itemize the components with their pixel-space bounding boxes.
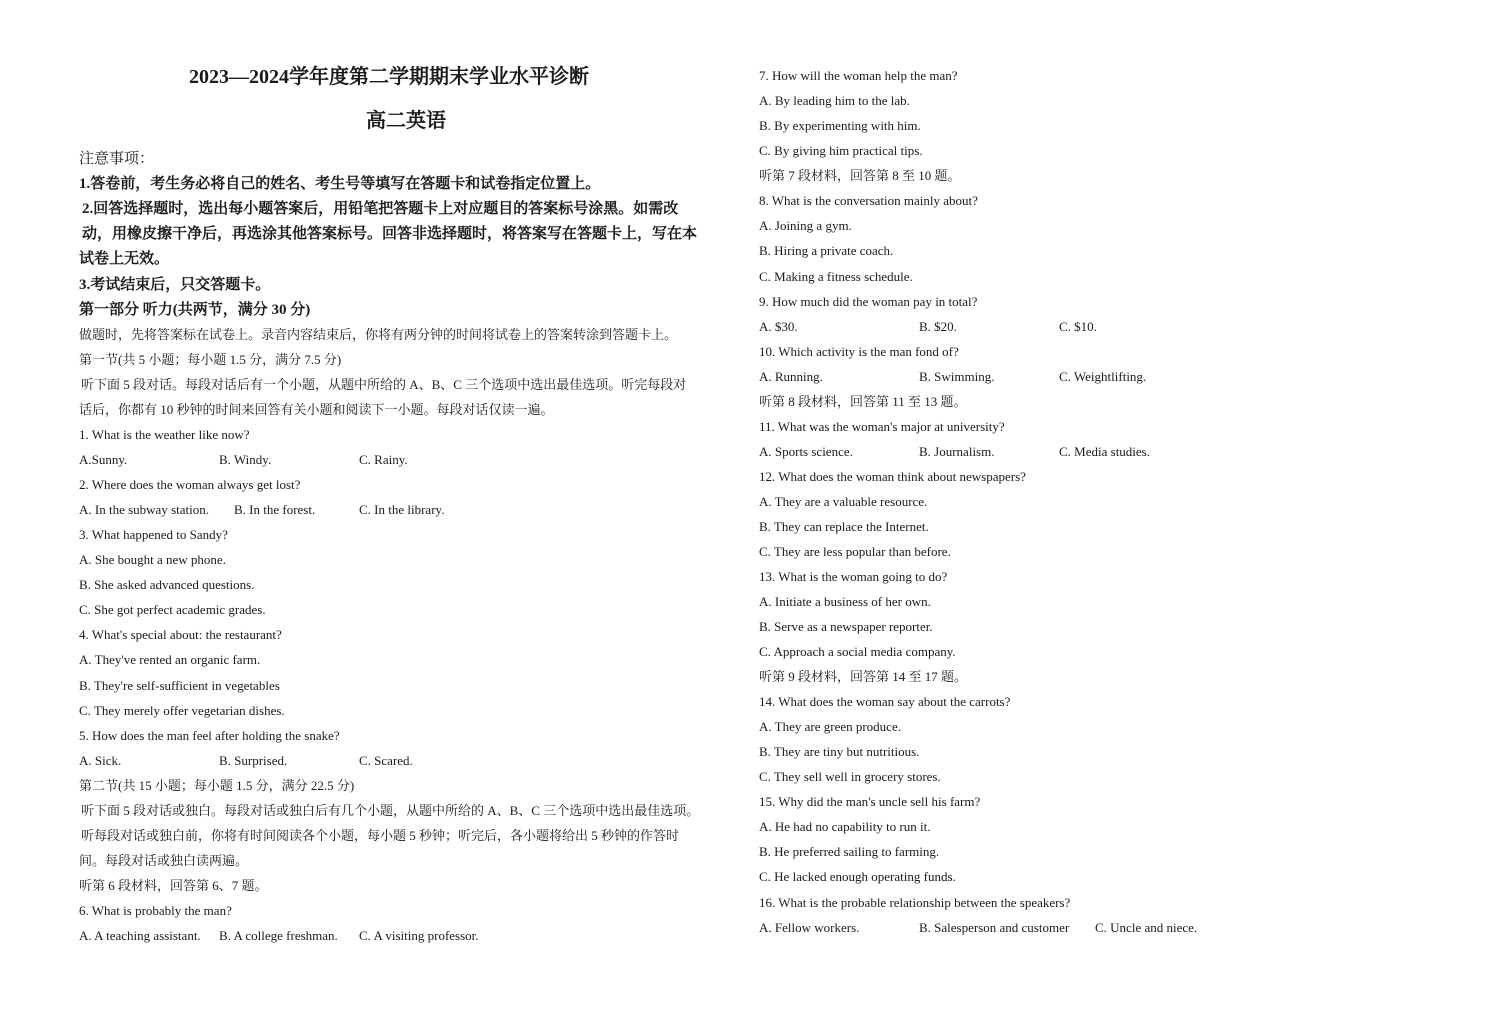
- notice-heading: 注意事项：: [79, 151, 155, 167]
- option-c: C. A visiting professor.: [359, 928, 479, 943]
- option-a: A. They are a valuable resource.: [759, 494, 928, 509]
- section1-instruction-line-1: 听下面 5 段对话。每段对话后有一个小题，从题中所给的 A、B、C 三个选项中选出最佳选项。听完每段对: [81, 377, 687, 392]
- question-stem: 6. What is probably the man?: [79, 903, 232, 918]
- option-a: A. Running.: [759, 369, 823, 384]
- section2-instruction-line-2: 听每段对话或独白前，你将有时间阅读各个小题，每小题 5 秒钟；听完后，各小题将给出 5 秒钟的作答时: [81, 828, 680, 843]
- option-b: B. Serve as a newspaper reporter.: [759, 619, 933, 634]
- option-c: C. $10.: [1059, 319, 1097, 334]
- option-c: C. Making a fitness schedule.: [759, 269, 913, 284]
- question-stem: 15. Why did the man's uncle sell his farm?: [759, 794, 981, 809]
- option-b: B. They are tiny but nutritious.: [759, 744, 920, 759]
- option-b: B. Swimming.: [919, 369, 995, 384]
- option-a: A. In the subway station.: [79, 502, 209, 517]
- option-b: B. Windy.: [219, 452, 272, 467]
- option-a: A. Fellow workers.: [759, 920, 860, 935]
- option-c: C. In the library.: [359, 502, 445, 517]
- notice-item-3: 3.考试结束后，只交答题卡。: [79, 277, 271, 293]
- option-a: A. $30.: [759, 319, 798, 334]
- option-a: A. Joining a gym.: [759, 218, 852, 233]
- question-stem: 2. Where does the woman always get lost?: [79, 477, 301, 492]
- question-stem: 7. How will the woman help the man?: [759, 68, 958, 83]
- option-b: B. A college freshman.: [219, 928, 338, 943]
- section1-instruction-line-2: 话后，你都有 10 秒钟的时间来回答有关小题和阅读下一小题。每段对话仅读一遍。: [79, 402, 554, 417]
- question-stem: 14. What does the woman say about the carrots?: [759, 694, 1011, 709]
- option-b: B. They're self-sufficient in vegetables: [79, 678, 280, 693]
- question-stem: 9. How much did the woman pay in total?: [759, 294, 978, 309]
- material-heading: 听第 6 段材料，回答第 6、7 题。: [79, 878, 268, 893]
- option-c: C. By giving him practical tips.: [759, 143, 923, 158]
- notice-item-2-line-1: 2.回答选择题时，选出每小题答案后，用铅笔把答题卡上对应题目的答案标号涂黑。如需改: [82, 201, 679, 217]
- option-a: A. They've rented an organic farm.: [79, 652, 261, 667]
- question-stem: 3. What happened to Sandy?: [79, 527, 228, 542]
- option-c: C. They are less popular than before.: [759, 544, 951, 559]
- option-c: C. Approach a social media company.: [759, 644, 956, 659]
- section2-instruction-line-3: 间。每段对话或独白读两遍。: [79, 853, 249, 868]
- option-c: C. He lacked enough operating funds.: [759, 869, 956, 884]
- notice-item-2-line-3: 试卷上无效。: [79, 251, 170, 267]
- option-a: A. By leading him to the lab.: [759, 93, 910, 108]
- part1-heading: 第一部分 听力(共两节，满分 30 分): [79, 302, 311, 318]
- option-a: A. Sick.: [79, 753, 122, 768]
- option-c: C. Scared.: [359, 753, 413, 768]
- option-a: A. A teaching assistant.: [79, 928, 201, 943]
- option-c: C. Uncle and niece.: [1095, 920, 1198, 935]
- question-stem: 10. Which activity is the man fond of?: [759, 344, 959, 359]
- option-a: A. She bought a new phone.: [79, 552, 226, 567]
- option-b: B. By experimenting with him.: [759, 118, 921, 133]
- option-b: B. Surprised.: [219, 753, 288, 768]
- question-stem: 5. How does the man feel after holding the snake?: [79, 728, 340, 743]
- option-a: A. Initiate a business of her own.: [759, 594, 931, 609]
- notice-item-1: 1.答卷前，考生务必将自己的姓名、考生号等填写在答题卡和试卷指定位置上。: [79, 176, 601, 192]
- exam-title: 2023—2024学年度第二学期期末学业水平诊断: [189, 66, 589, 88]
- option-c: C. Weightlifting.: [1059, 369, 1147, 384]
- option-c: C. She got perfect academic grades.: [79, 602, 266, 617]
- option-b: B. In the forest.: [234, 502, 316, 517]
- option-b: B. Journalism.: [919, 444, 995, 459]
- question-stem: 16. What is the probable relationship between the speakers?: [759, 895, 1071, 910]
- option-c: C. They sell well in grocery stores.: [759, 769, 941, 784]
- exam-subtitle: 高二英语: [366, 110, 446, 132]
- part1-instruction: 做题时，先将答案标在试卷上。录音内容结束后，你将有两分钟的时间将试卷上的答案转涂到答题卡上。: [79, 327, 678, 342]
- option-b: B. He preferred sailing to farming.: [759, 844, 940, 859]
- option-b: B. $20.: [919, 319, 957, 334]
- option-b: B. She asked advanced questions.: [79, 577, 255, 592]
- question-stem: 8. What is the conversation mainly about?: [759, 193, 978, 208]
- material-heading: 听第 8 段材料，回答第 11 至 13 题。: [759, 394, 967, 409]
- option-c: C. Media studies.: [1059, 444, 1150, 459]
- notice-item-2-line-2: 动，用橡皮擦干净后，再选涂其他答案标号。回答非选择题时，将答案写在答题卡上，写在本: [82, 226, 698, 242]
- question-stem: 12. What does the woman think about newspapers?: [759, 469, 1026, 484]
- option-a: A.Sunny.: [79, 452, 128, 467]
- material-heading: 听第 9 段材料，回答第 14 至 17 题。: [759, 669, 968, 684]
- option-b: B. Hiring a private coach.: [759, 243, 894, 258]
- question-stem: 4. What's special about: the restaurant?: [79, 627, 282, 642]
- question-stem: 1. What is the weather like now?: [79, 427, 250, 442]
- option-c: C. Rainy.: [359, 452, 408, 467]
- question-stem: 13. What is the woman going to do?: [759, 569, 948, 584]
- section1-heading: 第一节(共 5 小题；每小题 1.5 分，满分 7.5 分): [79, 352, 342, 367]
- option-c: C. They merely offer vegetarian dishes.: [79, 703, 285, 718]
- option-b: B. Salesperson and customer: [919, 920, 1070, 935]
- option-a: A. Sports science.: [759, 444, 853, 459]
- option-b: B. They can replace the Internet.: [759, 519, 929, 534]
- option-a: A. They are green produce.: [759, 719, 901, 734]
- question-stem: 11. What was the woman's major at university?: [759, 419, 1005, 434]
- section2-instruction-line-1: 听下面 5 段对话或独白。每段对话或独白后有几个小题，从题中所给的 A、B、C 三个选项中选出最佳选项。: [81, 803, 700, 818]
- option-a: A. He had no capability to run it.: [759, 819, 931, 834]
- section2-heading: 第二节(共 15 小题；每小题 1.5 分，满分 22.5 分): [79, 778, 355, 793]
- material-heading: 听第 7 段材料，回答第 8 至 10 题。: [759, 168, 961, 183]
